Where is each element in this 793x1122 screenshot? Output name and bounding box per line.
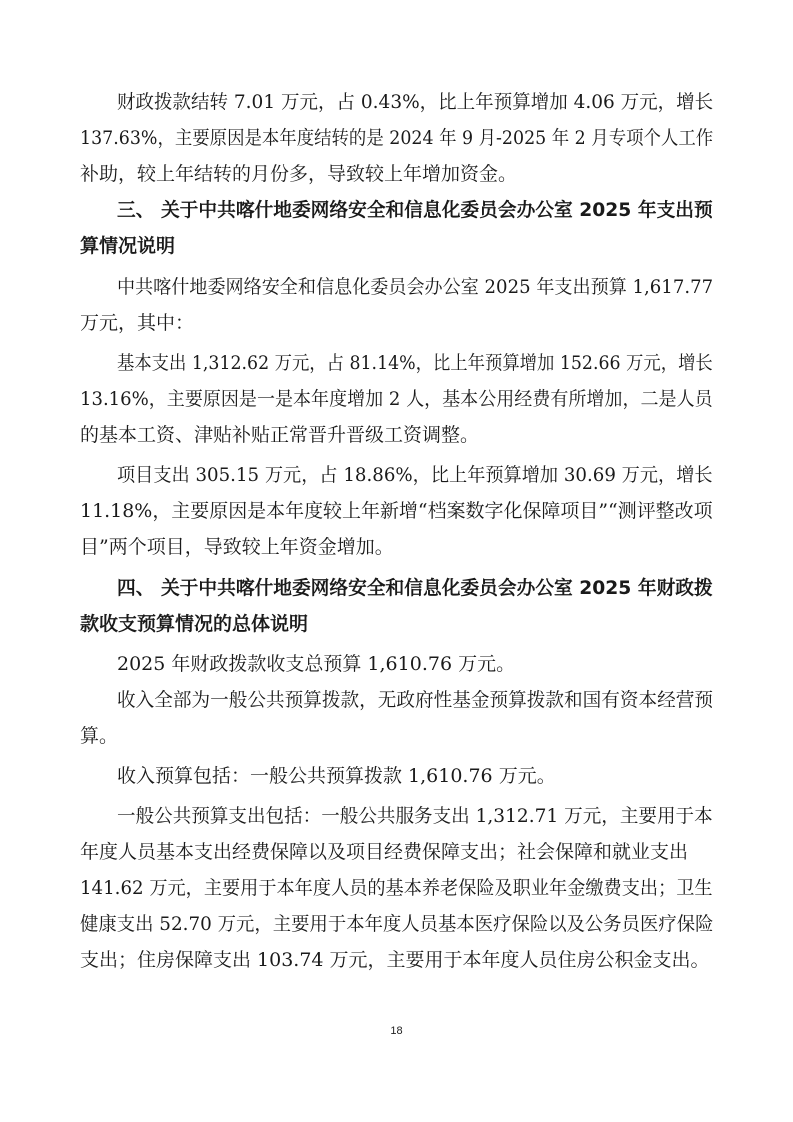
document-page: 财政拨款结转 7.01 万元，占 0.43%，比上年预算增加 4.06 万元，增长 137.63%，主要原因是本年度结转的是 2024 年 9 月-2025 年 2 月专项个人工作 补助，较上年结转的月份多，导致较上年增加资金。 三、 关于中共喀什地委网络安全和信息化委员会办公室 2025 年支出预 算情况说明 中共喀什地委网络安全和信息化委员会办公室 2025 年支出预算 1,617.77 万元，其中： 基本支出 1,312.62 万元，占 81.14%，比上年预算增加 152.66 万元，增长 13.16%，主要原因是一是本年度增加 2 人，基本公用经费有所增加，二是人员 的基本工资、津贴补贴正常晋升晋级工资调整。 项目支出 305.15 万元，占 18.86%，比上年预算增加 30.69 万元，增长 11.18%，主要原因是本年度较上年新增“档案数字化保障项目”“测评整改项 目”两个项目，导致较上年资金增加。 四、 关于中共喀什地委网络安全和信息化委员会办公室 2025 年财政拨 款收支预算情况的总体说明 2025 年财政拨款收支总预算 1,610.76 万元。 收入全部为一般公共预算拨款，无政府性基金预算拨款和国有资本经营预 算。 收入预算包括：一般公共预算拨款 1,610.76 万元。 一般公共预算支出包括：一般公共服务支出 1,312.71 万元，主要用于本 年度人员基本支出经费保障以及项目经费保障支出；社会保障和就业支出 141.62 万元，主要用于本年度人员的基本养老保险及职业年金缴费支出；卫生 健康支出 52.70 万元，主要用于本年度人员基本医疗保险以及公务员医疗保险 支出；住房保障支出 103.74 万元，主要用于本年度人员住房公积金支出。 18 bbox=[0, 0, 793, 1122]
page-number: 18 bbox=[390, 1025, 403, 1037]
